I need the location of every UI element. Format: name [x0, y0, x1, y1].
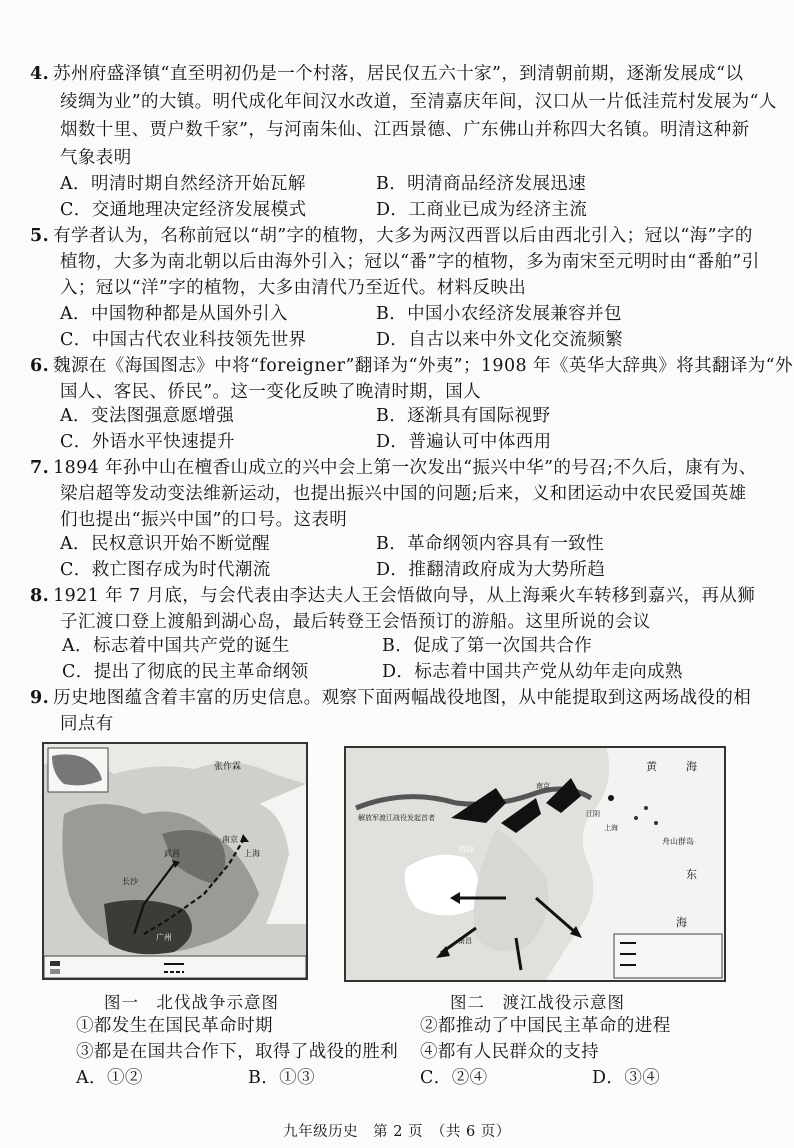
question-6-line-2: 国人、客民、侨民”。这一变化反映了晚清时期，国人: [60, 382, 482, 402]
map2-label: 南京: [536, 782, 550, 790]
q9-option-b[interactable]: B．①③: [248, 1068, 315, 1088]
question-number: 7.: [30, 458, 50, 478]
map2-label: 南昌: [458, 937, 472, 945]
q6-option-b[interactable]: B．逐渐具有国际视野: [376, 406, 551, 426]
question-number: 4.: [30, 64, 50, 84]
q5-option-d[interactable]: D．自古以来中外文化交流频繁: [376, 330, 624, 350]
map2-label: 黄: [646, 760, 657, 773]
q4-option-c[interactable]: C．交通地理决定经济发展模式: [60, 200, 307, 220]
question-7-line-2: 梁启超等发动变法维新运动，也提出振兴中国的问题;后来，义和团运动中农民爱国英雄: [60, 484, 747, 504]
question-7-line-1: 7. 1894 年孙中山在檀香山成立的兴中会上第一次发出“振兴中华”的号召;不久后，康有为、: [30, 458, 757, 478]
northern-expedition-map-drawing: [44, 744, 306, 978]
question-4-line-3: 烟数十里、贾户数千家”，与河南朱仙、江西景德、广东佛山并称四大名镇。明清这种新: [60, 120, 750, 140]
map2-label: 上海: [604, 824, 618, 832]
q5-option-c[interactable]: C．中国古代农业科技领先世界: [60, 330, 307, 350]
q4-option-b[interactable]: B．明清商品经济发展迅速: [376, 174, 587, 194]
map1-label: 长沙: [122, 877, 138, 886]
question-9-line-1: 9. 历史地图蕴含着丰富的历史信息。观察下面两幅战役地图，从中能提取到这两场战役的相: [30, 688, 752, 708]
q8-option-c[interactable]: C．提出了彻底的民主革命纲领: [62, 662, 309, 682]
q5-option-b[interactable]: B．中国小农经济发展兼容并包: [376, 304, 622, 324]
map2-label: 海: [676, 916, 687, 929]
question-4-line-4: 气象表明: [60, 148, 132, 168]
map2-label: 舟山群岛: [662, 837, 694, 846]
question-8-line-1: 8. 1921 年 7 月底，与会代表由李达夫人王会悟做向导，从上海乘火车转移到嘉兴，再从狮: [30, 586, 756, 606]
figure-2-caption: 图二 渡江战役示意图: [450, 993, 625, 1012]
question-7-line-3: 们也提出“振兴中国”的口号。这表明: [60, 510, 348, 530]
map1-label: 武昌: [164, 849, 180, 858]
yangtze-crossing-map: [344, 746, 726, 982]
q9-option-d[interactable]: D．③④: [592, 1068, 661, 1088]
q8-option-a[interactable]: A．标志着中国共产党的诞生: [62, 636, 290, 656]
page-footer: 九年级历史 第 2 页 （共 6 页）: [283, 1124, 511, 1140]
map2-label: 海: [686, 760, 697, 773]
q9-statement-2: ②都推动了中国民主革命的进程: [420, 1016, 671, 1036]
question-5-line-3: 入；冠以“洋”字的植物，大多由清代乃至近代。材料反映出: [60, 278, 527, 298]
q8-option-b[interactable]: B．促成了第一次国共合作: [382, 636, 593, 656]
question-9-line-2: 同点有: [60, 714, 114, 734]
q5-option-a[interactable]: A．中国物种都是从国外引入: [60, 304, 288, 324]
q9-statement-1: ①都发生在国民革命时期: [76, 1016, 273, 1036]
question-4-line-2: 绫绸为业”的大镇。明代成化年间汉水改道，至清嘉庆年间，汉口从一片低洼荒村发展为“人: [60, 92, 777, 112]
q8-option-d[interactable]: D．标志着中国共产党从幼年走向成熟: [382, 662, 683, 682]
question-6-line-1: 6. 魏源在《海国图志》中将“foreigner”翻译为“外夷”；1908 年《英华大辞典》将其翻译为“外: [30, 356, 793, 376]
q4-option-a[interactable]: A．明清时期自然经济开始瓦解: [60, 174, 306, 194]
map2-label: 东: [686, 868, 697, 881]
yangtze-crossing-map-drawing: [346, 748, 724, 980]
q6-option-d[interactable]: D．普遍认可中体西用: [376, 432, 552, 452]
q6-option-c[interactable]: C．外语水平快速提升: [60, 432, 235, 452]
question-number: 9.: [30, 688, 50, 708]
map1-label: 上海: [244, 849, 260, 858]
q7-option-c[interactable]: C．救亡图存成为时代潮流: [60, 560, 271, 580]
figure-1-caption: 图一 北伐战争示意图: [104, 993, 279, 1012]
question-8-line-2: 子汇渡口登上渡船到湖心岛，最后转登王会悟预订的游船。这里所说的会议: [60, 612, 651, 632]
question-number: 8.: [30, 586, 50, 606]
q9-statement-4: ④都有人民群众的支持: [420, 1042, 599, 1062]
question-4-line-1: 4. 苏州府盛泽镇“直至明初仍是一个村落，居民仅五六十家”，到清朝前期，逐渐发展成“以: [30, 64, 744, 84]
q6-option-a[interactable]: A．变法图强意愿增强: [60, 406, 235, 426]
q4-option-d[interactable]: D．工商业已成为经济主流: [376, 200, 588, 220]
map2-label: 江阴: [586, 810, 600, 818]
question-number: 6.: [30, 356, 50, 376]
q9-option-c[interactable]: C．②④: [420, 1068, 488, 1088]
question-5-line-2: 植物，大多为南北朝以后由海外引入；冠以“番”字的植物，多为南宋至元明时由“番舶”引: [60, 252, 760, 272]
q9-option-a[interactable]: A．①②: [76, 1068, 143, 1088]
map1-label: 广州: [156, 933, 172, 942]
q9-statement-3: ③都是在国共合作下，取得了战役的胜利: [76, 1042, 399, 1062]
map1-label: 南京: [222, 835, 238, 844]
question-5-line-1: 5. 有学者认为，名称前冠以“胡”字的植物，大多为两汉西晋以后由西北引入；冠以“海”字的: [30, 226, 753, 246]
q7-option-d[interactable]: D．推翻清政府成为大势所趋: [376, 560, 606, 580]
q7-option-b[interactable]: B．革命纲领内容具有一致性: [376, 534, 605, 554]
question-number: 5.: [30, 226, 50, 246]
northern-expedition-map: [42, 742, 308, 980]
q7-option-a[interactable]: A．民权意识开始不断觉醒: [60, 534, 270, 554]
map1-label: 张作霖: [214, 762, 242, 772]
map2-label: 西线: [458, 845, 474, 854]
map2-label: 解放军渡江战役发起首者: [358, 814, 435, 822]
